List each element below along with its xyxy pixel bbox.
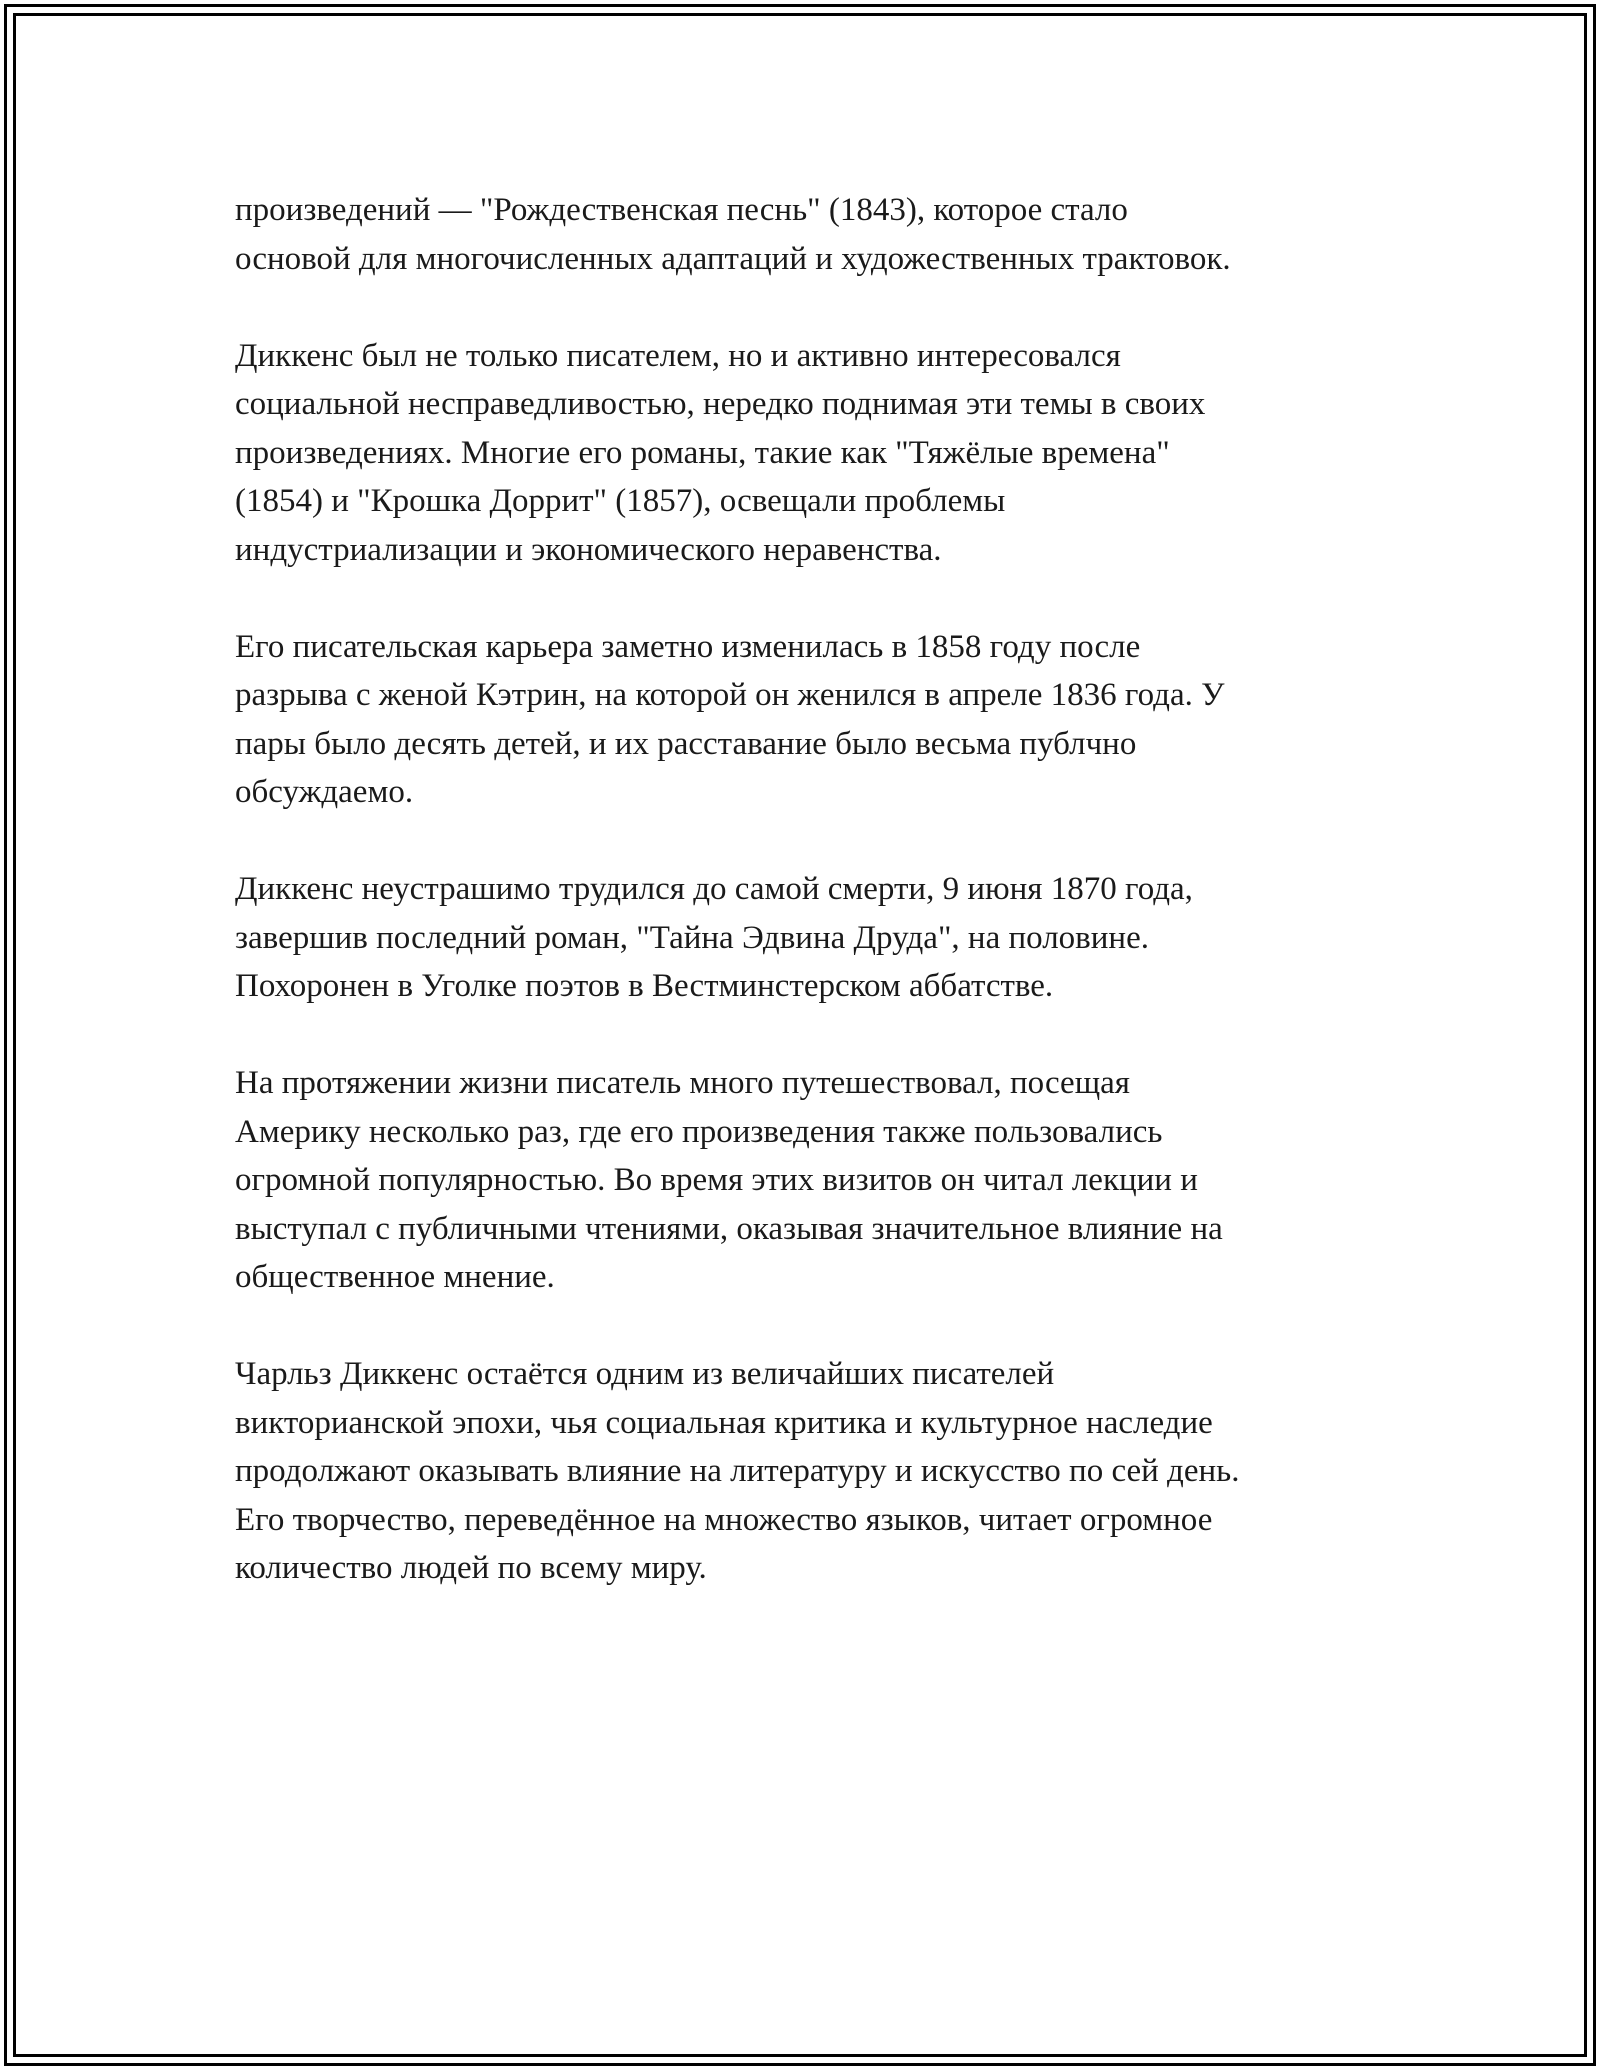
paragraph-4 — [235, 865, 1380, 1011]
text-line: Диккенс был не только писателем, но и активно интересовался — [235, 337, 1121, 374]
text-line: произведениях. Многие его романы, такие как "Тяжёлые времена" — [235, 434, 1170, 471]
text-line: индустриализации и экономического неравенства. — [235, 531, 942, 568]
text-line: Чарльз Диккенс остаётся одним из величайших писателей — [235, 1356, 1055, 1392]
paragraph-6 — [235, 1350, 1380, 1593]
text-line: общественное мнение. — [235, 1259, 555, 1295]
text-line: пары было десять детей, и их расставание было весьма публчно — [235, 725, 1137, 762]
text-line: обсуждаемо. — [235, 774, 414, 810]
text-line: Его творчество, переведённое на множество языков, читает огромное — [235, 1501, 1213, 1538]
text-line: Его писательская карьера заметно изменилась в 1858 году после — [235, 628, 1141, 665]
text-line: завершив последний роман, "Тайна Эдвина Друда", на половине. — [235, 919, 1149, 956]
paragraph-2 — [235, 332, 1380, 575]
document-body — [235, 186, 1380, 1641]
text-line: количество людей по всему миру. — [235, 1550, 707, 1586]
text-line: викторианской эпохи, чья социальная критика и культурное наследие — [235, 1404, 1213, 1441]
text-line: социальной несправедливостью, нередко поднимая эти темы в своих — [235, 386, 1206, 422]
text-line: выступал с публичными чтениями, оказывая значительное влияние на — [235, 1210, 1223, 1247]
text-line: Америку несколько раз, где его произведения также пользовались — [235, 1113, 1163, 1150]
text-line: Похоронен в Уголке поэтов в Вестминстерском аббатстве. — [235, 968, 1054, 1004]
text-line: основой для многочисленных адаптаций и художественных трактовок. — [235, 240, 1231, 277]
text-line: разрыва с женой Кэтрин, на которой он женился в апреле 1836 года. У — [235, 677, 1225, 713]
text-line: На протяжении жизни писатель много путешествовал, посещая — [235, 1065, 1130, 1101]
text-line: (1854) и "Крошка Доррит" (1857), освещали проблемы — [235, 483, 1006, 519]
text-line: Диккенс неустрашимо трудился до самой смерти, 9 июня 1870 года, — [235, 871, 1193, 907]
paragraph-5 — [235, 1059, 1380, 1302]
text-line: огромной популярностью. Во время этих визитов он читал лекции и — [235, 1162, 1198, 1198]
paragraph-1 — [235, 186, 1380, 283]
text-line: произведений — "Рождественская песнь" (1843), которое стало — [235, 192, 1128, 228]
paragraph-3 — [235, 623, 1380, 817]
text-line: продолжают оказывать влияние на литературу и искусство по сей день. — [235, 1453, 1240, 1489]
